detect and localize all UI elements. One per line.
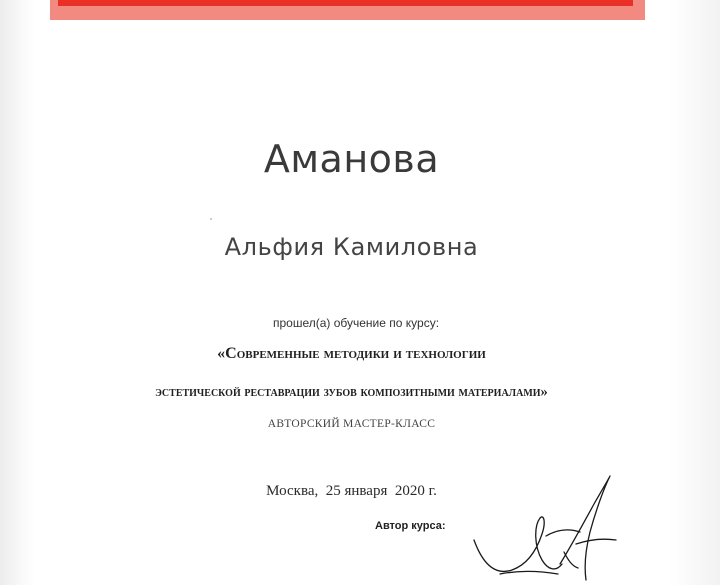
handwritten-signature bbox=[460, 470, 630, 585]
recipient-surname: Аманова bbox=[263, 137, 440, 181]
course-title-line-1: «Современные методики и технологии bbox=[217, 345, 486, 362]
course-type: АВТОРСКИЙ МАСТЕР-КЛАСС bbox=[267, 418, 436, 430]
top-decorative-stripe-inner bbox=[58, 0, 633, 6]
course-author-label: Автор курса: bbox=[375, 520, 446, 532]
completion-statement: прошел(а) обучение по курсу: bbox=[272, 316, 440, 330]
place-and-date: Москва, 25 января 2020 г. bbox=[266, 483, 437, 499]
recipient-given-name: Альфия Камиловна bbox=[224, 233, 479, 261]
paper-speck bbox=[210, 218, 212, 220]
course-title-line-2: эстетической реставрации зубов композитными материалами» bbox=[155, 384, 548, 400]
